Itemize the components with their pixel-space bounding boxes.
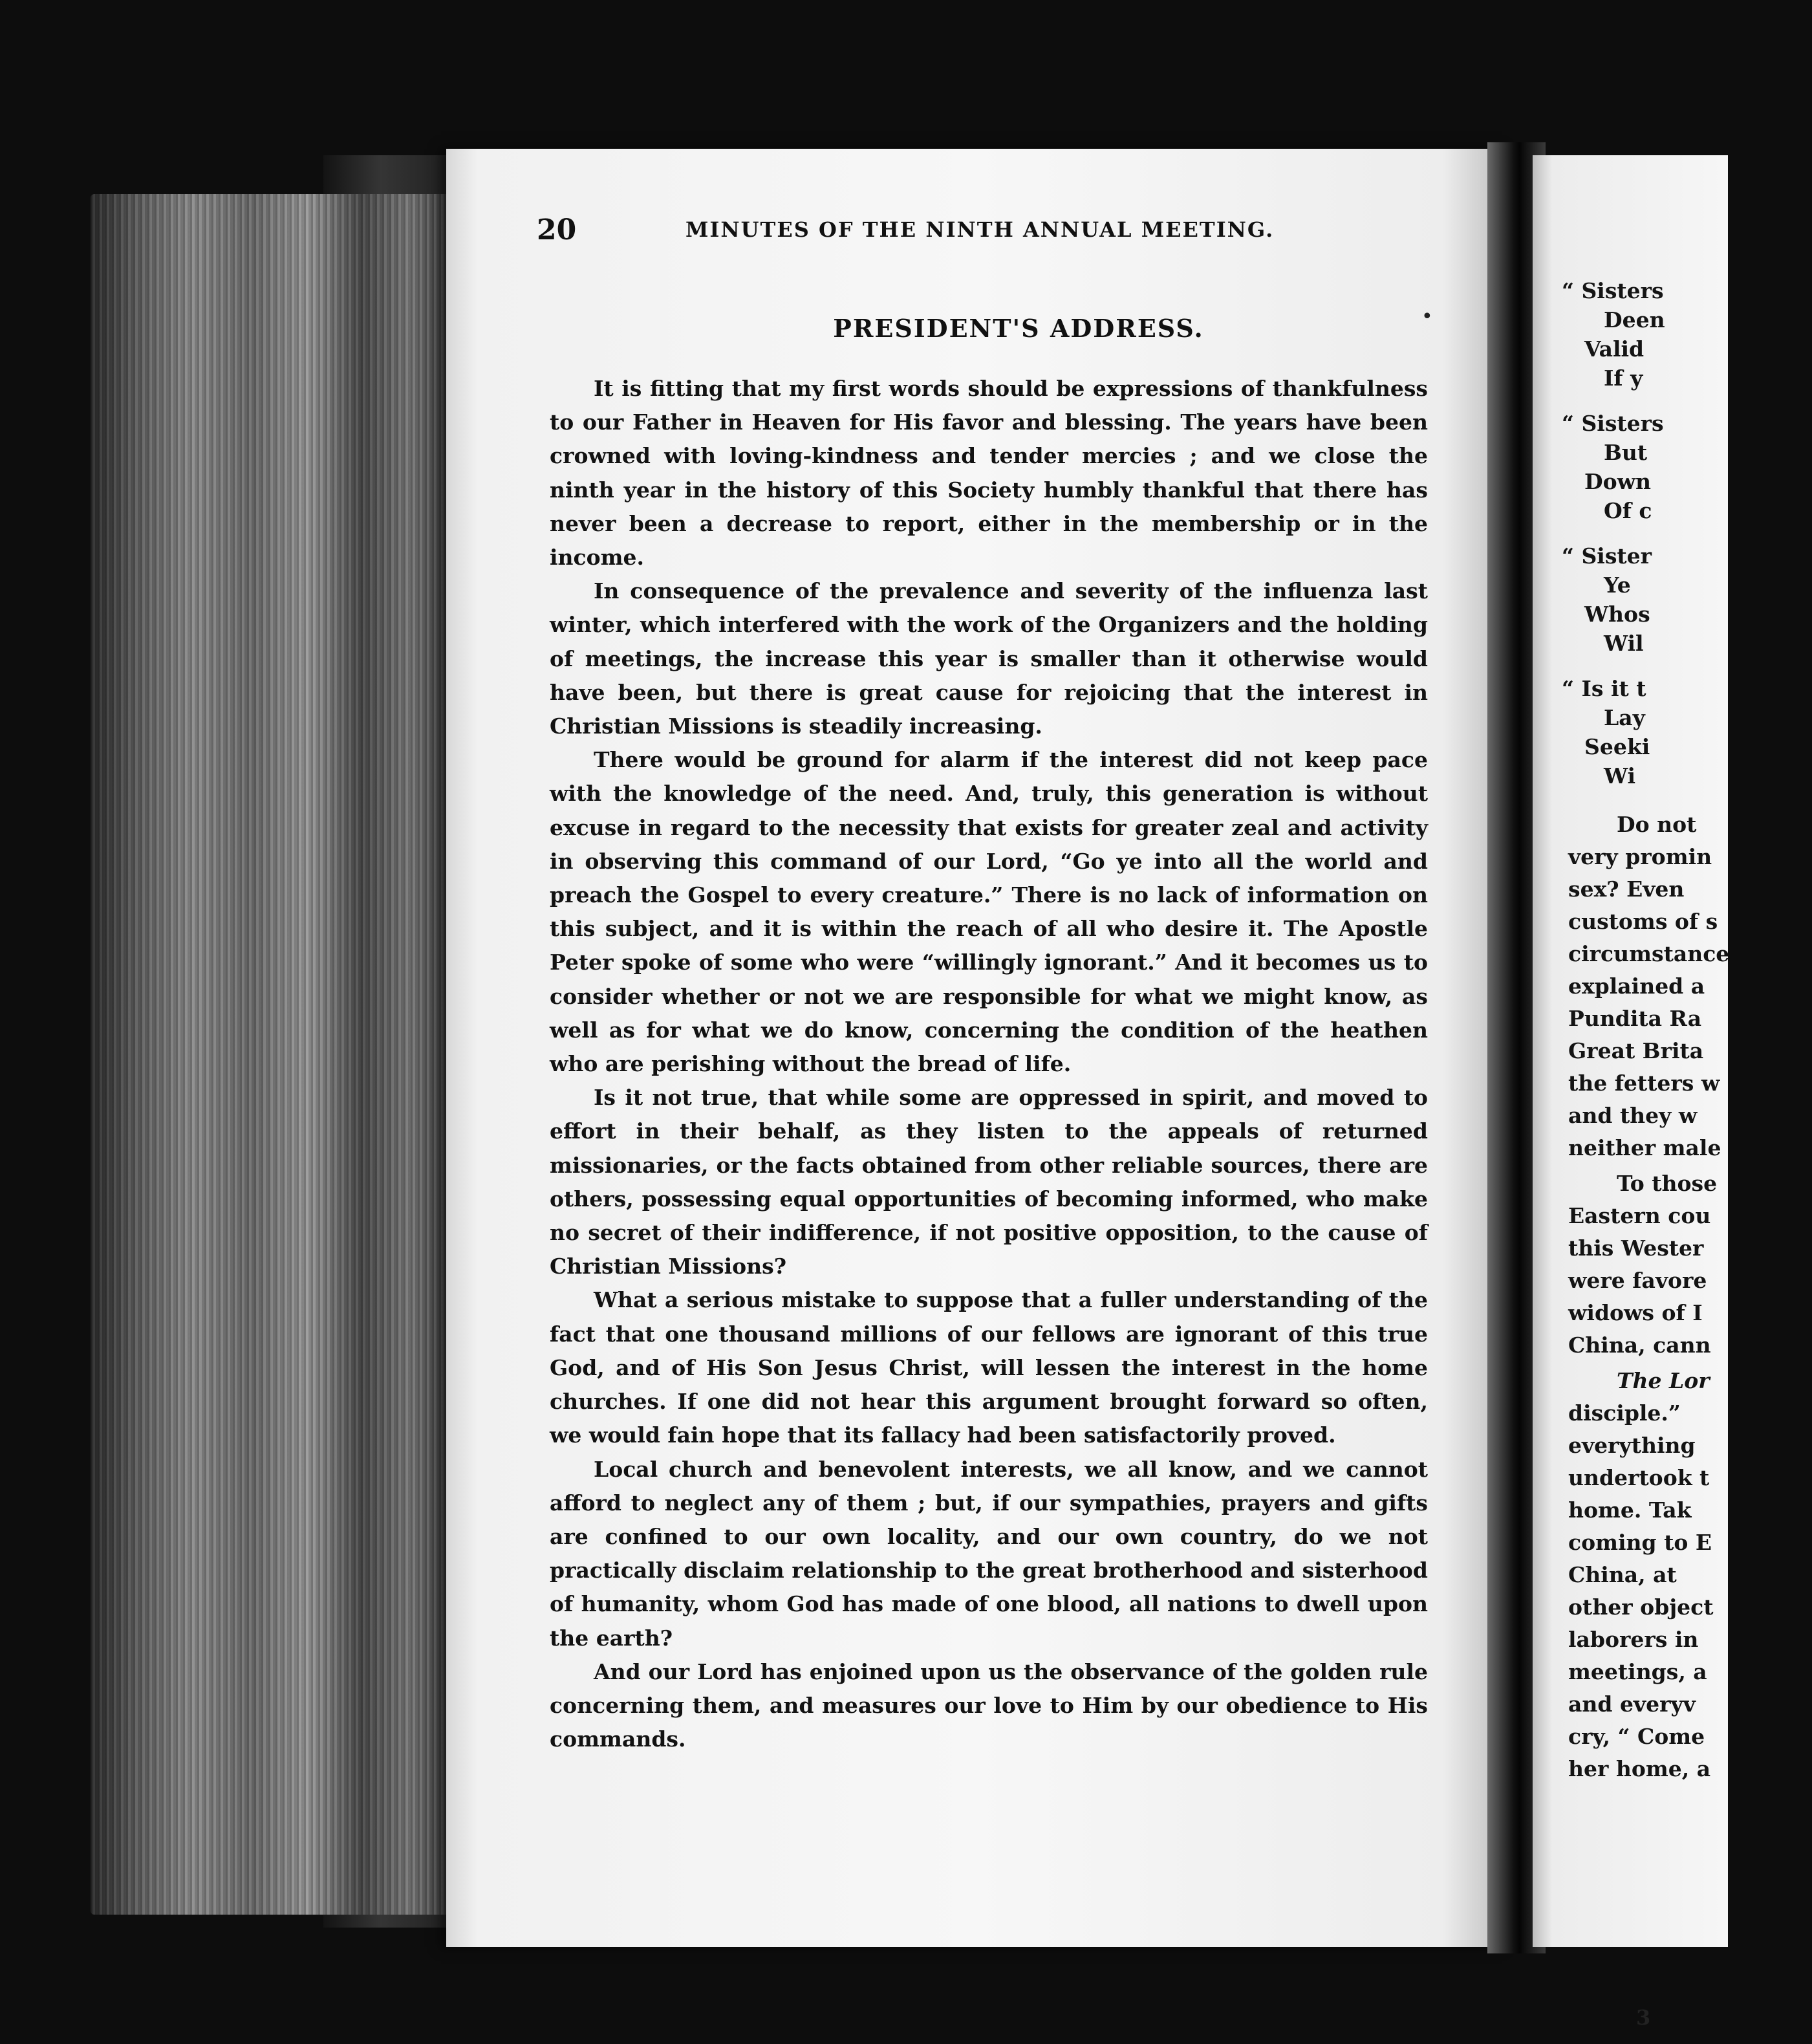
- right-page-fragment: Great Brita: [1568, 1038, 1704, 1063]
- paragraph: In consequence of the prevalence and severity of the influenza last winter, which interfered with the work of the Organizers and the holding of meetings, the increase this year is smaller than it otherwise would have been, but there is great cause for rejoicing that the interest in Christian Missions is steadily increasing.: [550, 578, 1428, 739]
- paragraph: Is it not true, that while some are oppressed in spirit, and moved to effort in their behalf, as they listen to the appeals of returned missionaries, or the facts obtained from other reliable sources, there are others, possessing equal opportunities of becoming informed, who make no secret of their indifference, if not positive opposition, to the cause of Christian Missions?: [550, 1085, 1428, 1279]
- right-page-fragment: this Wester: [1568, 1235, 1704, 1261]
- right-page-fragment: customs of s: [1568, 909, 1718, 934]
- paragraph: There would be ground for alarm if the interest did not keep pace with the knowledge of the need. And, truly, this generation is without excuse in regard to the necessity that exists for greater zeal and activity in observing this command of our Lord, “Go ye into all the world and preach the Gospel to every creature.” There is no lack of information on this subject, and it is within the reach of all who desire it. The Apostle Peter spoke of some who were “willingly ignorant.” And it becomes us to consider whether or not we are responsible for what we might know, as well as for what we do know, concerning the condition of the heathen who are perishing without the bread of life.: [550, 747, 1428, 1077]
- left-page: [446, 149, 1507, 1947]
- address-body: [550, 372, 1428, 1756]
- right-page-fragment: Down: [1584, 469, 1652, 494]
- paragraph: It is fitting that my first words should be expressions of thankfulness to our Father in Heaven for His favor and blessing. The years have been crowned with loving-kindness and tender mercies ; and we close the ninth year in the history of this Society humbly thankful that there has never been a decrease to report, either in the membership or in the income.: [550, 376, 1428, 571]
- right-page-fragment: The Lor: [1617, 1368, 1710, 1393]
- right-page-fragment: and everyv: [1568, 1691, 1696, 1717]
- right-page-fragment: were favore: [1568, 1268, 1707, 1293]
- right-page-fragment: Pundita Ra: [1568, 1006, 1702, 1031]
- right-page-fragment: China, cann: [1568, 1332, 1711, 1358]
- right-page-fragment: Valid: [1584, 336, 1645, 362]
- page-number: 20: [537, 213, 577, 246]
- right-page-fragment: To those: [1617, 1171, 1718, 1196]
- right-page-fragment: sex? Even: [1568, 876, 1685, 902]
- right-page-fragment: Whos: [1584, 602, 1650, 627]
- right-page: [1533, 155, 1730, 2030]
- running-header-text: MINUTES OF THE NINTH ANNUAL MEETING.: [685, 217, 1275, 242]
- paragraph: What a serious mistake to suppose that a fuller understanding of the fact that one thousand millions of our fellows are ignorant of this true God, and of His Son Jesus Christ, will lessen the interest in the home churches. If one did not hear this argument brought forward so often, we would fain hope that its fallacy had been satisfactorily proved.: [550, 1287, 1428, 1448]
- right-page-fragment: coming to E: [1568, 1530, 1712, 1555]
- right-page-fragment: explained a: [1568, 973, 1705, 999]
- right-page-fragment: But: [1604, 440, 1648, 465]
- section-title: PRESIDENT'S ADDRESS.: [833, 314, 1204, 343]
- right-page-fragment: Eastern cou: [1568, 1203, 1711, 1228]
- right-page-fragment: and they w: [1568, 1103, 1698, 1128]
- right-page-fragment: very promin: [1568, 844, 1712, 869]
- right-page-fragment: Deen: [1604, 307, 1665, 332]
- right-page-fragment: widows of I: [1568, 1300, 1703, 1325]
- paragraph: And our Lord has enjoined upon us the observance of the golden rule concerning them, and measures our love to Him by our obedience to His commands.: [550, 1658, 1428, 1752]
- right-page-number: 3: [1636, 2005, 1651, 2030]
- running-header: [537, 213, 1397, 252]
- right-page-fragment: Wi: [1604, 763, 1636, 788]
- right-page-fragment: circumstance: [1568, 941, 1730, 966]
- right-page-fragment: disciple.”: [1568, 1400, 1681, 1426]
- right-page-fragment: Wil: [1604, 631, 1644, 656]
- right-page-fragment: her home, a: [1568, 1756, 1711, 1781]
- right-page-fragment: Ye: [1604, 572, 1631, 598]
- right-page-fragment: “ Sisters: [1562, 278, 1664, 303]
- right-page-fragment: the fetters w: [1568, 1071, 1720, 1096]
- paragraph: Local church and benevolent interests, we all know, and we cannot afford to neglect any of them ; but, if our sympathies, prayers and gifts are confined to our own locality, and our own country, do we not practically disclaim relationship to the great brotherhood and sisterhood of humanity, whom God has made of one blood, all nations to dwell upon the earth?: [550, 1456, 1428, 1651]
- right-page-fragment: home. Tak: [1568, 1497, 1692, 1523]
- right-page-fragment: laborers in: [1568, 1627, 1699, 1652]
- right-page-fragment: “ Sister: [1562, 543, 1652, 569]
- right-page-fragment: Seeki: [1584, 734, 1650, 759]
- right-page-fragment: neither male: [1568, 1135, 1721, 1160]
- right-page-fragment: cry, “ Come: [1568, 1724, 1705, 1749]
- right-page-fragment: meetings, a: [1568, 1659, 1707, 1684]
- right-page-fragment: “ Sisters: [1562, 411, 1664, 436]
- right-page-fragment: Lay: [1604, 705, 1645, 730]
- right-page-fragment: everything: [1568, 1433, 1696, 1458]
- book-page-edges: [91, 194, 453, 1915]
- right-page-fragment: undertook t: [1568, 1465, 1710, 1490]
- right-page-fragment: Do not: [1617, 812, 1697, 837]
- right-page-fragment: other object: [1568, 1594, 1714, 1620]
- right-page-fragment: China, at: [1568, 1562, 1677, 1587]
- right-page-fragment: If y: [1604, 365, 1643, 391]
- printing-speck: •: [1421, 305, 1433, 328]
- right-page-fragment: “ Is it t: [1562, 676, 1646, 701]
- right-page-fragment: Of c: [1604, 498, 1652, 523]
